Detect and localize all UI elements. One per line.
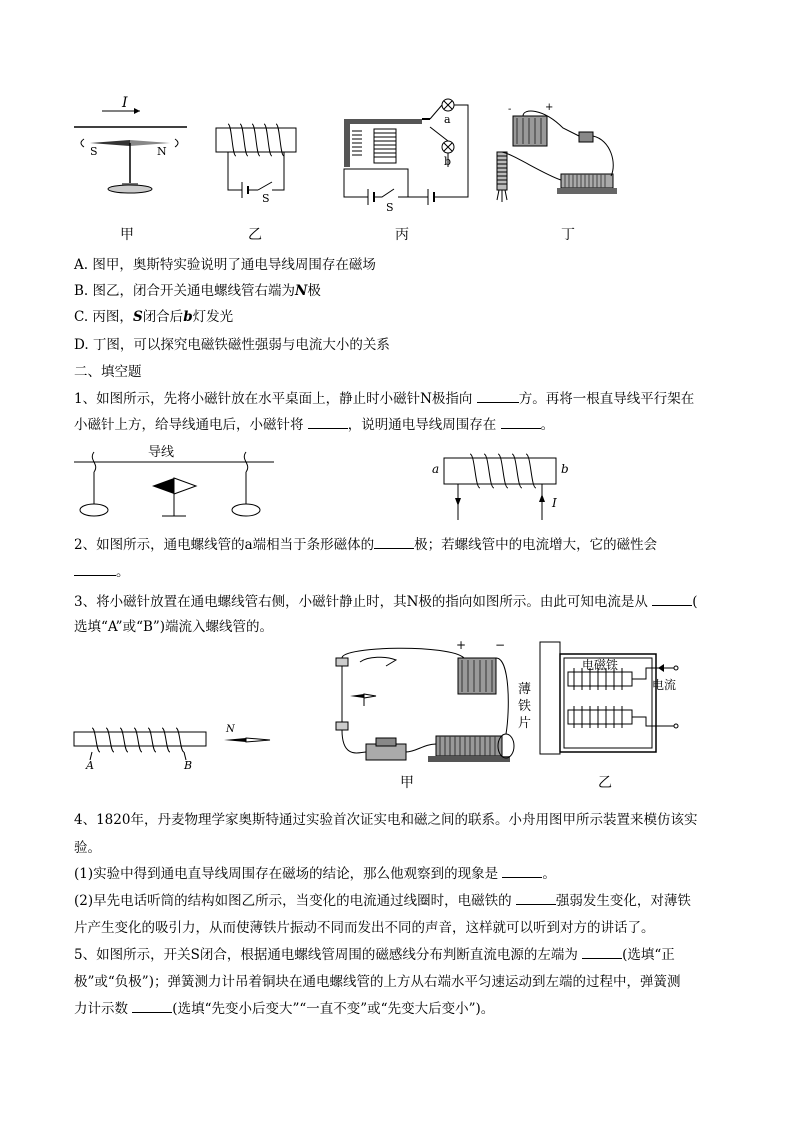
- q4-blank-1[interactable]: [502, 865, 542, 878]
- option-b-pole: N: [295, 283, 308, 299]
- q5-line3: [74, 997, 494, 1017]
- electromagnet-label: 电磁铁: [582, 658, 619, 672]
- figure-ding: [493, 104, 623, 212]
- q1-blank-3[interactable]: [501, 416, 541, 429]
- q5-text-b: (选填“正: [622, 947, 675, 963]
- relay-circuit-drawing: [338, 97, 478, 217]
- q1-blank-2[interactable]: [308, 416, 348, 429]
- q5-text-d: (选填“先变小后变大”“一直不变”或“先变大后变小”)。: [172, 1001, 495, 1017]
- option-b: [74, 279, 321, 299]
- q2-line1: [74, 533, 657, 553]
- q1-text-e: 。: [540, 417, 555, 433]
- caption-yi: 乙: [598, 775, 612, 791]
- q1-line1: [74, 387, 694, 407]
- caption-jia: 甲: [120, 227, 134, 243]
- q5-line1: [74, 943, 675, 963]
- q4-line3: [74, 862, 556, 882]
- oersted-circuit-drawing: [330, 640, 520, 775]
- q2-line2: [74, 560, 130, 580]
- option-b-suffix: 极: [307, 283, 321, 299]
- q2-blank-1[interactable]: [374, 536, 414, 549]
- battery-plus-label: +: [456, 638, 467, 652]
- q2-text-a: 2、如图所示，通电螺线管的a端相当于条形磁体的: [74, 537, 375, 553]
- ding-plus-label: +: [545, 102, 554, 113]
- option-c-suffix: 灯发光: [192, 309, 234, 325]
- solenoid-needle-drawing: [74, 722, 274, 772]
- q1-text-d: ，说明通电导线周围存在: [347, 417, 501, 433]
- q1-text-b: 方。再将一根直导线平行架在: [518, 391, 695, 407]
- figure-q4-jia: [330, 638, 520, 791]
- q5-blank-1[interactable]: [582, 946, 622, 959]
- caption-yi: 乙: [248, 227, 262, 243]
- caption-ding: 丁: [561, 227, 575, 243]
- option-c-mid: 闭合后: [142, 309, 184, 325]
- option-c-text: C. 丙图，: [74, 309, 133, 325]
- q4-line2: 验。: [74, 840, 101, 856]
- q1-text-a: 1、如图所示，先将小磁针放在水平桌面上，静止时小磁针N极指向: [74, 391, 477, 407]
- q4-line4: [74, 889, 691, 909]
- q4-line1: 4、1820年，丹麦物理学家奥斯特通过实验首次证实电和磁之间的联系。小舟用图甲所示装置来模仿该实: [74, 812, 698, 828]
- option-c-switch: S: [132, 309, 143, 325]
- switch-label-s: S: [262, 192, 270, 205]
- end-b-label: B: [184, 759, 193, 772]
- battery-minus-label: −: [495, 638, 506, 652]
- q4-text-a: (1)实验中得到通电直导线周围存在磁场的结论，那么他观察到的现象是: [74, 866, 503, 882]
- figure-jia: [72, 95, 192, 205]
- solenoid-ab-drawing: [430, 450, 580, 530]
- needle-n-label: N: [226, 724, 235, 735]
- figure-q2-solenoid: [430, 450, 580, 530]
- wire-label: 导线: [148, 445, 175, 460]
- current-label: 电流: [652, 678, 677, 692]
- q4-blank-2[interactable]: [516, 892, 556, 905]
- current-label-i: I: [122, 95, 128, 111]
- q3-text-c: 选填“A”或“B”)端流入螺线管的。: [74, 619, 274, 635]
- figure-q3-solenoid: [74, 722, 274, 772]
- ding-minus-label: -: [508, 104, 512, 115]
- q4-line5: 片产生变化的吸引力，从而使薄铁片振动不同而发出不同的声音，这样就可以听到对方的讲话了。: [74, 920, 655, 936]
- south-pole-label: S: [90, 145, 98, 158]
- figure-bing: [338, 97, 478, 217]
- q5-blank-2[interactable]: [132, 1000, 172, 1013]
- figure-q1-wire: [74, 440, 274, 525]
- q3-line2: [74, 615, 273, 635]
- q5-text-c: 力计示数: [74, 1001, 133, 1017]
- q3-text-b: (: [692, 594, 698, 610]
- end-a-label: a: [432, 462, 440, 476]
- current-label-i: I: [552, 496, 557, 510]
- q3-line1: [74, 590, 697, 610]
- end-a-label: A: [86, 759, 94, 772]
- figure-q4-yi: [518, 640, 688, 791]
- caption-bing: 丙: [395, 227, 409, 243]
- option-c: [74, 305, 233, 325]
- q2-text-b: 极；若螺线管中的电流增大，它的磁性会: [414, 537, 658, 553]
- q5-text-a: 5、如图所示，开关S闭合，根据通电螺线管周围的磁感线分布判断直流电源的左端为: [74, 947, 583, 963]
- q1-blank-1[interactable]: [477, 390, 519, 403]
- section-heading: 二、填空题: [74, 364, 142, 380]
- switch-label-s: S: [386, 201, 394, 214]
- q3-text-a: 3、将小磁针放置在通电螺线管右侧，小磁针静止时，其N极的指向如图所示。由此可知电流是从: [74, 594, 653, 610]
- q4-text-c: (2)早先电话听筒的结构如图乙所示，当变化的电流通过线圈时，电磁铁的: [74, 893, 516, 909]
- electromagnet-circuit-drawing: [493, 104, 623, 212]
- option-c-lamp: b: [183, 309, 193, 325]
- lamp-b-label: b: [444, 155, 452, 168]
- caption-jia: 甲: [400, 775, 414, 791]
- solenoid-switch-drawing: [212, 118, 302, 208]
- lamp-a-label: a: [444, 113, 451, 126]
- figure-yi: [212, 118, 302, 208]
- thin-iron-label-3: 片: [518, 716, 532, 731]
- thin-iron-label-1: 薄: [518, 682, 532, 697]
- thin-iron-label-2: 铁: [518, 699, 532, 714]
- q2-text-c: 。: [116, 564, 130, 580]
- option-d: D. 丁图，可以探究电磁铁磁性强弱与电流大小的关系: [74, 337, 390, 353]
- q2-blank-2[interactable]: [74, 563, 116, 576]
- q4-text-b: 。: [542, 866, 556, 882]
- north-pole-label: N: [157, 145, 167, 158]
- q4-text-d: 强弱发生变化，对薄铁: [555, 893, 691, 909]
- q5-line2: 极”或“负极”)；弹簧测力计吊着铜块在通电螺线管的上方从右端水平匀速运动到左端的过程中，弹簧测: [74, 974, 681, 990]
- option-a: A. 图甲，奥斯特实验说明了通电导线周围存在磁场: [74, 257, 376, 273]
- option-b-text: B. 图乙，闭合开关通电螺线管右端为: [74, 283, 296, 299]
- end-b-label: b: [561, 462, 569, 476]
- q3-blank-1[interactable]: [652, 593, 692, 606]
- q1-line2: [74, 413, 554, 433]
- q1-text-c: 小磁针上方，给导线通电后，小磁针将: [74, 417, 308, 433]
